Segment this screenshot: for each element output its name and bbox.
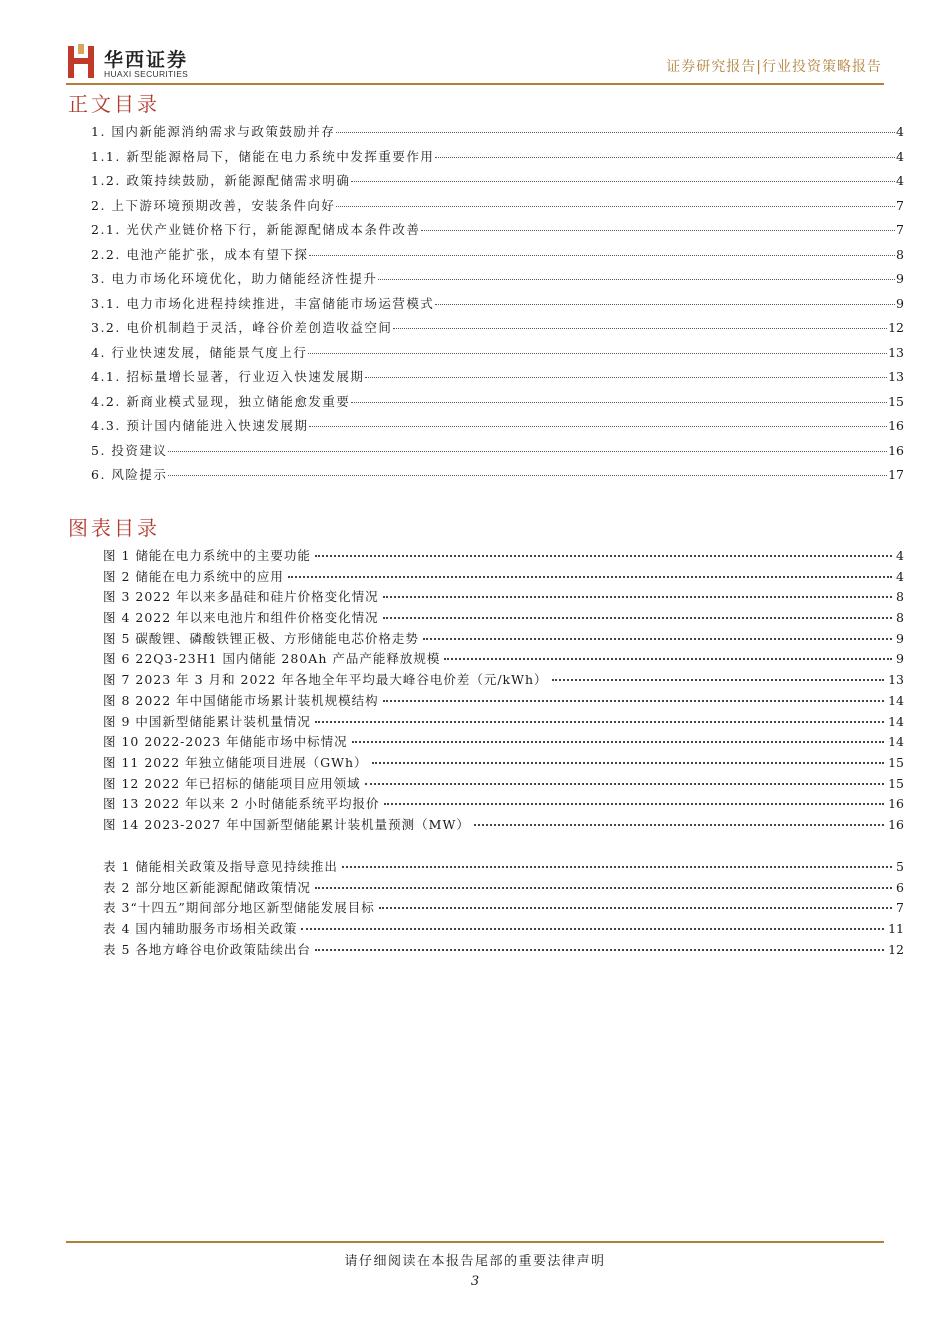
figure-entry-page: 15	[888, 754, 904, 770]
table-entry-page: 6	[896, 879, 904, 895]
page-number: 3	[470, 1274, 480, 1289]
dot-leader	[168, 475, 887, 476]
dot-leader	[309, 255, 895, 256]
toc-entry-label: 3.1. 电力市场化进程持续推进，丰富储能市场运营模式	[91, 295, 435, 311]
figure-entry-label: 图 14 2023-2027 年中国新型储能累计装机量预测（MW）	[103, 816, 470, 832]
dot-leader	[444, 658, 892, 660]
dot-leader	[435, 304, 895, 305]
table-entry[interactable]	[103, 898, 904, 919]
dot-leader	[474, 824, 884, 826]
dot-leader	[552, 679, 885, 681]
figure-entry-page: 14	[888, 692, 904, 708]
dot-leader	[288, 576, 892, 578]
figure-entry-page: 4	[896, 568, 904, 584]
toc-entry-page: 13	[888, 369, 904, 384]
figure-entry[interactable]	[103, 546, 904, 567]
toc-entry-label: 4.1. 招标量增长显著，行业迈入快速发展期	[91, 369, 365, 384]
toc-entry-page: 4	[896, 173, 904, 188]
figure-entry-page: 14	[888, 713, 904, 729]
figure-entry-page: 15	[888, 775, 904, 791]
toc-entry-page: 16	[888, 442, 904, 458]
figure-entry-label: 图 8 2022 年中国储能市场累计装机规模结构	[103, 692, 379, 708]
footer-disclaimer: 请仔细阅读在本报告尾部的重要法律声明	[344, 1254, 606, 1269]
table-entry[interactable]	[103, 857, 904, 878]
figure-entry[interactable]	[103, 774, 904, 795]
table-entry-label: 表 4 国内辅助服务市场相关政策	[103, 921, 298, 937]
figure-entry-page: 8	[896, 610, 904, 626]
toc-entry-page: 9	[896, 271, 904, 286]
table-list	[103, 857, 904, 960]
toc-entry-page: 15	[888, 393, 904, 409]
dot-leader	[342, 866, 892, 868]
dot-leader	[352, 741, 884, 743]
figure-entry-label: 图 7 2023 年 3 月和 2022 年各地全年平均最大峰谷电价差（元/kWh）	[103, 672, 548, 688]
figure-entry[interactable]	[103, 587, 904, 608]
toc-entry-page: 13	[888, 344, 904, 360]
dot-leader	[336, 132, 895, 133]
figure-entry[interactable]	[103, 608, 904, 629]
dot-leader	[383, 596, 892, 598]
dot-leader	[336, 206, 895, 207]
dot-leader	[365, 783, 884, 785]
dot-leader	[351, 402, 887, 403]
toc-entry[interactable]	[91, 416, 904, 441]
figure-entry-label: 图 4 2022 年以来电池片和组件价格变化情况	[103, 610, 379, 626]
toc-entry-page: 4	[896, 148, 904, 164]
toc-entry-label: 2.1. 光伏产业链价格下行，新能源配储成本条件改善	[91, 222, 421, 237]
toc-entry-page: 8	[896, 246, 904, 262]
dot-leader	[315, 949, 884, 951]
table-entry-label: 表 5 各地方峰谷电价政策陆续出台	[103, 941, 311, 957]
figure-entry-label: 图 2 储能在电力系统中的应用	[103, 568, 284, 584]
toc-entry-page: 12	[888, 320, 904, 335]
dot-leader	[315, 555, 892, 557]
figure-entry-label: 图 6 22Q3-23H1 国内储能 280Ah 产品产能释放规模	[103, 651, 441, 667]
toc-entry[interactable]	[91, 392, 904, 417]
figure-entry-label: 图 12 2022 年已招标的储能项目应用领域	[103, 775, 361, 791]
toc-entry[interactable]	[91, 220, 904, 245]
figure-entry-label: 图 13 2022 年以来 2 小时储能系统平均报价	[103, 796, 380, 812]
toc-entry[interactable]	[91, 343, 904, 368]
toc-entry-label: 1.2. 政策持续鼓励，新能源配储需求明确	[91, 173, 351, 188]
header-divider	[66, 83, 884, 85]
toc-entry-label: 2.2. 电池产能扩张，成本有望下探	[91, 246, 309, 262]
logo-text-en: HUAXI SECURITIES	[104, 69, 189, 79]
toc-entry-label: 4.2. 新商业模式显现，独立储能愈发重要	[91, 393, 351, 409]
figure-entry[interactable]	[103, 732, 904, 753]
company-logo	[66, 44, 206, 82]
logo-text-cn: 华西证券	[104, 49, 189, 71]
toc-entry[interactable]	[91, 147, 904, 172]
figure-entry[interactable]	[103, 794, 904, 815]
figure-entry[interactable]	[103, 753, 904, 774]
figure-entry-page: 9	[896, 651, 904, 667]
dot-leader	[372, 762, 885, 764]
table-entry[interactable]	[103, 878, 904, 899]
huaxi-logo-icon	[66, 44, 96, 80]
toc-entry[interactable]	[91, 122, 904, 147]
table-entry-label: 表 3“十四五”期间部分地区新型储能发展目标	[103, 900, 375, 916]
dot-leader	[379, 907, 892, 909]
toc-entry-label: 4.3. 预计国内储能进入快速发展期	[91, 418, 309, 433]
figure-entry-page: 9	[896, 630, 904, 646]
table-entry-page: 7	[896, 900, 904, 916]
figure-entry-page: 14	[888, 734, 904, 750]
toc-entry[interactable]	[91, 465, 904, 490]
toc-entry-label: 1.1. 新型能源格局下，储能在电力系统中发挥重要作用	[91, 148, 435, 164]
dot-leader	[168, 451, 887, 452]
dot-leader	[308, 353, 887, 354]
table-entry-page: 12	[888, 941, 904, 957]
figure-entry-label: 图 3 2022 年以来多晶硅和硅片价格变化情况	[103, 589, 379, 605]
toc-entry[interactable]	[91, 441, 904, 466]
figure-entry-page: 16	[888, 816, 904, 832]
dot-leader	[315, 721, 884, 723]
figure-entry[interactable]	[103, 691, 904, 712]
dot-leader	[384, 803, 885, 805]
figure-entry-label: 图 9 中国新型储能累计装机量情况	[103, 713, 311, 729]
table-entry[interactable]	[103, 919, 904, 940]
dot-leader	[383, 617, 892, 619]
toc-title: 正文目录	[68, 92, 160, 116]
figure-entry[interactable]	[103, 567, 904, 588]
figure-entry[interactable]	[103, 815, 904, 836]
table-entry[interactable]	[103, 940, 904, 961]
toc-entry-page: 16	[888, 418, 904, 433]
figure-list	[103, 546, 904, 836]
figure-entry[interactable]	[103, 629, 904, 650]
figure-entry-label: 图 11 2022 年独立储能项目进展（GWh）	[103, 754, 368, 770]
toc-entry-page: 9	[896, 295, 904, 311]
dot-leader	[383, 700, 884, 702]
figure-entry-page: 16	[888, 796, 904, 812]
figures-title: 图表目录	[68, 516, 160, 540]
toc-entry[interactable]	[91, 318, 904, 343]
figure-entry-page: 4	[896, 548, 904, 563]
dot-leader	[393, 328, 887, 329]
figure-entry-label: 图 5 碳酸锂、磷酸铁锂正极、方形储能电芯价格走势	[103, 630, 419, 646]
figure-entry[interactable]	[103, 670, 904, 691]
dot-leader	[351, 181, 895, 182]
toc-entry[interactable]	[91, 245, 904, 270]
table-entry-label: 表 1 储能相关政策及指导意见持续推出	[103, 859, 338, 874]
footer-divider	[66, 1241, 884, 1243]
toc-entry-label: 4. 行业快速发展，储能景气度上行	[91, 344, 308, 360]
toc-entry[interactable]	[91, 171, 904, 196]
table-entry-page: 11	[888, 921, 904, 937]
report-type: 证券研究报告|行业投资策略报告	[666, 59, 882, 75]
table-entry-page: 5	[896, 859, 904, 874]
dot-leader	[378, 279, 895, 280]
toc-entry-label: 5. 投资建议	[91, 442, 168, 458]
toc-entry[interactable]	[91, 294, 904, 319]
dot-leader	[309, 426, 887, 427]
toc-entry-label: 1. 国内新能源消纳需求与政策鼓励并存	[91, 124, 336, 139]
figure-entry-page: 8	[896, 589, 904, 605]
figure-entry-label: 图 10 2022-2023 年储能市场中标情况	[103, 734, 348, 750]
dot-leader	[301, 928, 884, 930]
toc-entry[interactable]	[91, 367, 904, 392]
toc-entry-page: 4	[896, 124, 904, 139]
figure-entry-page: 13	[888, 672, 904, 688]
dot-leader	[421, 230, 895, 231]
dot-leader	[435, 157, 895, 158]
dot-leader	[365, 377, 887, 378]
toc-entry-label: 3. 电力市场化环境优化，助力储能经济性提升	[91, 271, 378, 286]
dot-leader	[423, 638, 892, 640]
toc-entry-label: 6. 风险提示	[91, 467, 168, 482]
toc-entry[interactable]	[91, 269, 904, 294]
figure-entry-label: 图 1 储能在电力系统中的主要功能	[103, 548, 311, 563]
table-of-contents	[91, 122, 904, 490]
toc-entry-page: 7	[896, 197, 904, 213]
figure-entry[interactable]	[103, 712, 904, 733]
toc-entry[interactable]	[91, 196, 904, 221]
dot-leader	[315, 887, 892, 889]
toc-entry-label: 3.2. 电价机制趋于灵活，峰谷价差创造收益空间	[91, 320, 393, 335]
toc-entry-page: 17	[888, 467, 904, 482]
toc-entry-page: 7	[896, 222, 904, 237]
table-entry-label: 表 2 部分地区新能源配储政策情况	[103, 879, 311, 895]
toc-entry-label: 2. 上下游环境预期改善，安装条件向好	[91, 197, 336, 213]
figure-entry[interactable]	[103, 649, 904, 670]
